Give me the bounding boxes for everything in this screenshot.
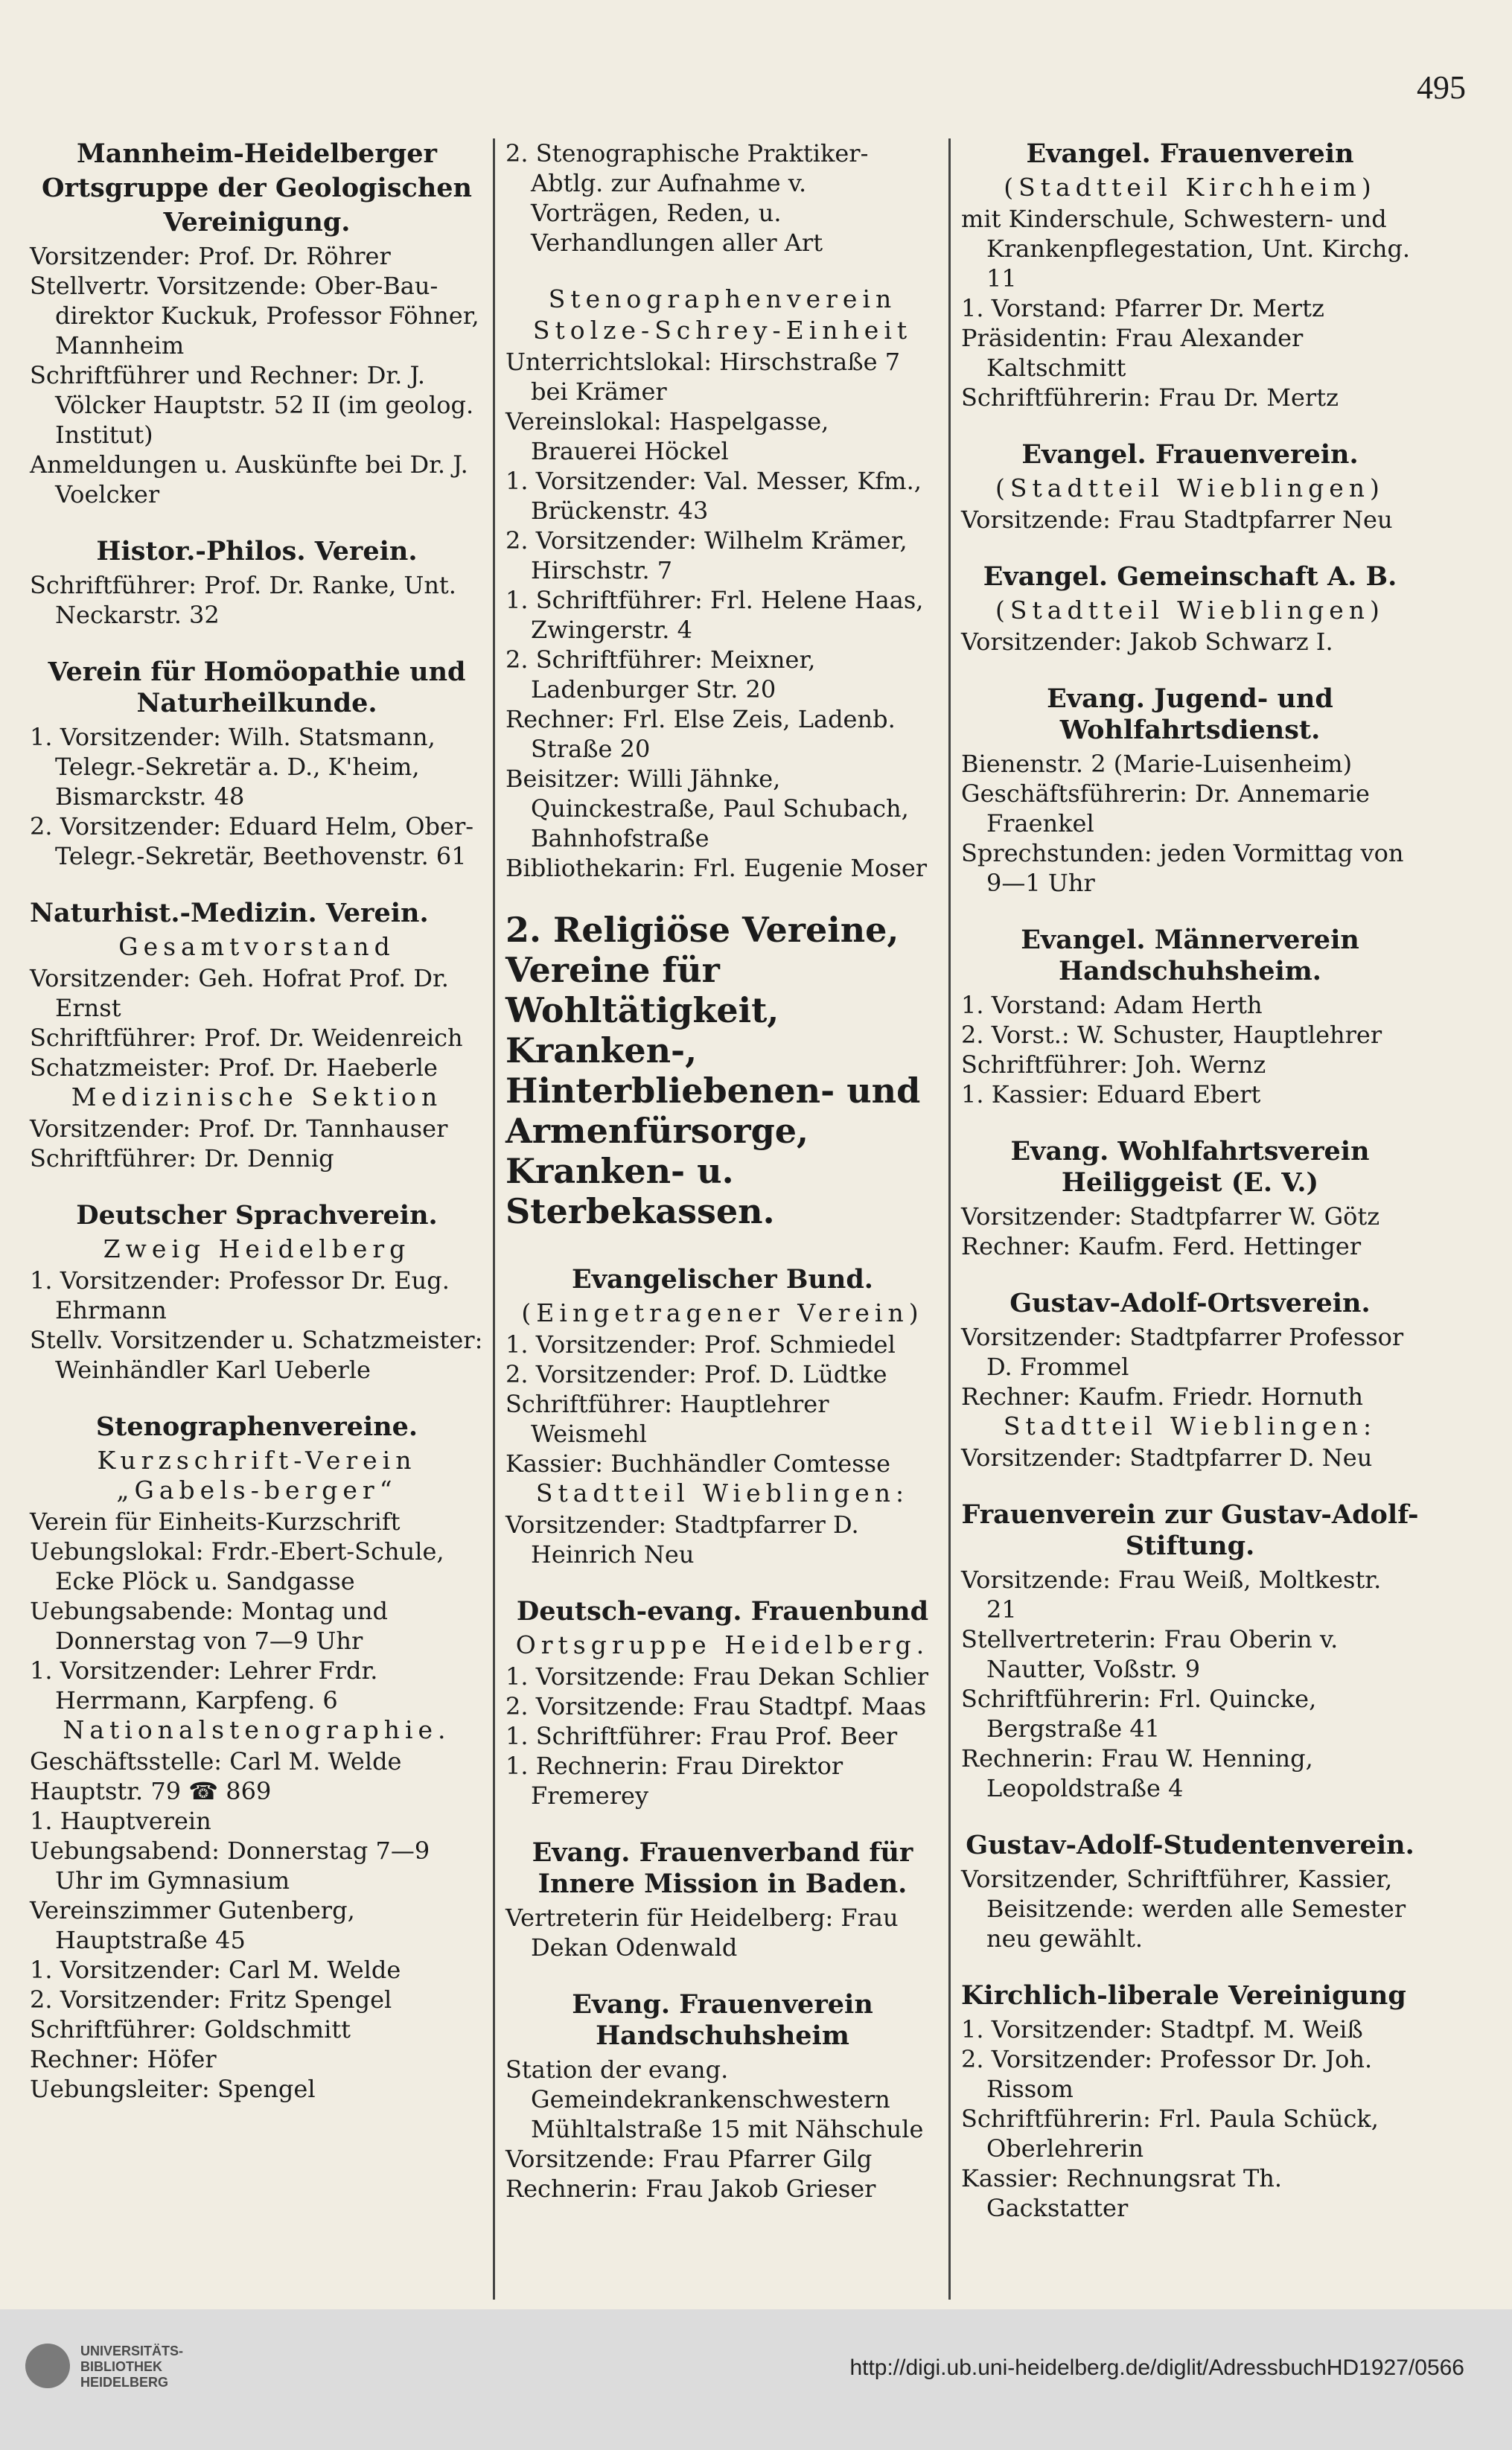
entry-line: 2. Vorsitzender: Professor Dr. Joh. Rissom: [961, 2045, 1373, 2103]
entry-line: 2. Stenographische Praktiker-Abtlg. zur Aufnahme v. Vorträgen, Reden, u. Verhandlungen aller Art: [505, 139, 869, 257]
entry-line: Rechner: Höfer: [30, 2045, 217, 2073]
entry-line: Hauptstr. 79 ☎ 869: [30, 1777, 272, 1805]
page-number: 495: [1417, 69, 1466, 106]
directory-entry: [30, 898, 484, 1173]
entry-line: Sprechstunden: jeden Vormittag von 9—1 Uhr: [961, 839, 1404, 897]
section-heading: 2. Religiöse Vereine, Vereine für Wohltätigkeit, Kranken-, Hinterbliebenen- und Armenfürsorge, Kranken- u. Sterbekassen.: [505, 910, 921, 1231]
entry-line: Uebungslokal: Frdr.-Ebert-Schule, Ecke Plöck u. Sandgasse: [30, 1537, 444, 1595]
library-name-line: UNIVERSITÄTS-: [80, 2344, 184, 2358]
entry-line: Vereinslokal: Haspelgasse, Brauerei Höckel: [505, 407, 829, 465]
entry-heading: Evang. Wohlfahrtsverein Heiliggeist (E. V.): [1010, 1136, 1370, 1198]
entry-heading: Evangelischer Bund.: [572, 1264, 873, 1295]
entry-line: Schriftführerin: Frl. Paula Schück, Oberlehrerin: [961, 2105, 1379, 2163]
entry-subheading: Nationalstenographie.: [63, 1715, 451, 1744]
entry-line: 2. Vorsitzender: Prof. D. Lüdtke: [505, 1360, 887, 1388]
entry-heading: Verein für Homöopathie und Naturheilkunde.: [48, 657, 466, 718]
directory-entry: [505, 138, 940, 258]
entry-line: 2. Vorst.: W. Schuster, Hauptlehrer: [961, 1021, 1382, 1049]
entry-line: 2. Vorsitzende: Frau Stadtpf. Maas: [505, 1692, 927, 1720]
directory-entry: [30, 1200, 484, 1385]
directory-entry: [505, 1264, 940, 1569]
entry-line: Geschäftsstelle: Carl M. Welde: [30, 1747, 402, 1776]
directory-entry: [961, 1288, 1419, 1473]
directory-entry: [505, 910, 940, 1231]
entry-line: Unterrichtslokal: Hirschstraße 7 bei Krämer: [505, 348, 901, 406]
entry-subheading: Medizinische Sektion: [71, 1082, 443, 1111]
entry-line: Schriftführer: Goldschmitt: [30, 2015, 351, 2044]
entry-heading: Naturhist.-Medizin. Verein.: [30, 898, 429, 928]
entry-line: Vorsitzender: Stadtpfarrer D. Heinrich Neu: [505, 1510, 859, 1569]
directory-entry: [505, 284, 940, 883]
entry-subheading: (Stadtteil Kirchheim): [1004, 173, 1377, 202]
entry-line: 1. Hauptverein: [30, 1807, 211, 1835]
entry-line: Rechner: Frl. Else Zeis, Ladenb. Straße 20: [505, 705, 896, 763]
directory-entry: [505, 1989, 940, 2204]
entry-heading: Gustav-Adolf-Ortsverein.: [1009, 1288, 1371, 1318]
entry-line: 1. Vorstand: Adam Herth: [961, 991, 1263, 1019]
entry-line: Uebungsabend: Donnerstag 7—9 Uhr im Gymnasium: [30, 1837, 430, 1895]
column-right: [948, 138, 1419, 2300]
directory-entry: [505, 1596, 940, 1811]
entry-line: Rechnerin: Frau W. Henning, Leopoldstraße 4: [961, 1744, 1313, 1802]
entry-line: Vereinszimmer Gutenberg, Hauptstraße 45: [30, 1896, 355, 1954]
entry-line: Vorsitzende: Frau Weiß, Moltkestr. 21: [961, 1566, 1382, 1624]
entry-line: Rechner: Kaufm. Ferd. Hettinger: [961, 1232, 1362, 1260]
directory-entry: [961, 1136, 1419, 1261]
entry-heading: Evangel. Männerverein Handschuhsheim.: [1021, 925, 1359, 986]
entry-subheading: Kurzschrift-Verein „Gabels-berger“: [97, 1446, 417, 1505]
entry-heading: Mannheim-Heidelberger: [77, 138, 437, 169]
entry-subheading: (Stadtteil Wieblingen): [995, 596, 1385, 625]
entry-line: Kassier: Buchhändler Comtesse: [505, 1449, 890, 1478]
entry-line: 1. Schriftführer: Frau Prof. Beer: [505, 1722, 898, 1750]
entry-line: Vorsitzender: Geh. Hofrat Prof. Dr. Ernst: [30, 964, 449, 1022]
entry-heading: Evangel. Frauenverein: [1026, 138, 1354, 169]
entry-heading: Evang. Jugend- und Wohlfahrtsdienst.: [1047, 683, 1333, 745]
entry-heading: Deutscher Sprachverein.: [76, 1200, 438, 1231]
entry-line: Schriftführer: Prof. Dr. Weidenreich: [30, 1024, 463, 1052]
entry-heading: Ortsgruppe der Geologischen: [41, 173, 472, 203]
entry-line: 1. Rechnerin: Frau Direktor Fremerey: [505, 1752, 843, 1810]
entry-heading: Kirchlich-liberale Vereinigung: [961, 1980, 1406, 2011]
entry-line: Uebungsabende: Montag und Donnerstag von 7—9 Uhr: [30, 1597, 388, 1655]
entry-line: Vorsitzender: Prof. Dr. Tannhauser: [30, 1114, 448, 1143]
entry-line: Stellvertreterin: Frau Oberin v. Nautter, Voßstr. 9: [961, 1625, 1339, 1683]
entry-line: Vorsitzender: Prof. Dr. Röhrer: [30, 242, 391, 270]
entry-line: Schriftführerin: Frau Dr. Mertz: [961, 383, 1339, 412]
entry-line: Schriftführerin: Frl. Quincke, Bergstraße 41: [961, 1685, 1317, 1743]
entry-line: Schriftführer: Hauptlehrer Weismehl: [505, 1390, 829, 1448]
entry-line: 2. Vorsitzender: Fritz Spengel: [30, 1985, 392, 2014]
library-name-line: HEIDELBERG: [80, 2375, 169, 2390]
entry-line: mit Kinderschule, Schwestern- und Krankenpflegestation, Unt. Kirchg. 11: [961, 205, 1411, 293]
page-footer: [0, 2309, 1512, 2450]
entry-line: Station der evang. Gemeindekrankenschwestern Mühltalstraße 15 mit Nähschule: [505, 2055, 924, 2143]
entry-line: Vorsitzender: Jakob Schwarz I.: [961, 628, 1333, 656]
column-middle: [493, 138, 948, 2300]
entry-line: Vorsitzender: Stadtpfarrer Professor D. Frommel: [961, 1323, 1404, 1381]
entry-line: Uebungsleiter: Spengel: [30, 2075, 316, 2103]
entry-line: Vorsitzende: Frau Pfarrer Gilg: [505, 2145, 873, 2173]
entry-subheading: Stenographenverein: [548, 284, 897, 313]
entry-heading: Deutsch-evang. Frauenbund: [516, 1596, 929, 1627]
entry-line: Bibliothekarin: Frl. Eugenie Moser: [505, 854, 928, 882]
entry-line: 1. Vorsitzender: Val. Messer, Kfm., Brückenstr. 43: [505, 467, 922, 525]
entry-line: 1. Vorsitzender: Prof. Schmiedel: [505, 1330, 896, 1359]
directory-entry: [961, 561, 1419, 657]
entry-line: Vorsitzender: Stadtpfarrer D. Neu: [961, 1443, 1373, 1472]
directory-entry: [30, 536, 484, 630]
entry-line: Geschäftsführerin: Dr. Annemarie Fraenkel: [961, 779, 1370, 838]
entry-subheading: Gesamtvorstand: [118, 932, 395, 961]
directory-entry: [961, 925, 1419, 1109]
entry-heading: Gustav-Adolf-Studentenverein.: [966, 1830, 1414, 1860]
entry-line: Schriftführer: Joh. Wernz: [961, 1050, 1266, 1079]
entry-line: 1. Vorsitzender: Stadtpf. M. Weiß: [961, 2015, 1363, 2044]
entry-line: Stellvertr. Vorsitzende: Ober-Bau-direktor Kuckuk, Professor Föhner, Mannheim: [30, 272, 479, 360]
entry-line: 2. Schriftführer: Meixner, Ladenburger Str. 20: [505, 645, 816, 704]
entry-line: 1. Vorsitzende: Frau Dekan Schlier: [505, 1662, 929, 1691]
entry-line: Kassier: Rechnungsrat Th. Gackstatter: [961, 2164, 1283, 2222]
entry-line: Vertreterin für Heidelberg: Frau Dekan Odenwald: [505, 1904, 899, 1962]
entry-line: Schatzmeister: Prof. Dr. Haeberle: [30, 1053, 438, 1082]
entry-line: Rechner: Kaufm. Friedr. Hornuth: [961, 1382, 1363, 1411]
entry-line: 1. Kassier: Eduard Ebert: [961, 1080, 1261, 1108]
entry-line: 1. Vorstand: Pfarrer Dr. Mertz: [961, 294, 1324, 322]
directory-entry: [30, 138, 484, 509]
entry-line: 1. Vorsitzender: Carl M. Welde: [30, 1956, 401, 1984]
entry-heading: Evangel. Gemeinschaft A. B.: [983, 561, 1397, 592]
entry-subheading: Ortsgruppe Heidelberg.: [515, 1630, 930, 1659]
column-left: [25, 138, 493, 2300]
entry-heading: Evang. Frauenverband für Innere Mission in Baden.: [532, 1837, 913, 1899]
directory-entry: [961, 138, 1419, 412]
entry-line: Schriftführer: Prof. Dr. Ranke, Unt. Neckarstr. 32: [30, 571, 456, 629]
entry-heading: Histor.-Philos. Verein.: [96, 536, 418, 567]
entry-line: 1. Vorsitzender: Professor Dr. Eug. Ehrmann: [30, 1266, 450, 1324]
entry-line: 2. Vorsitzender: Eduard Helm, Ober-Telegr.-Sekretär, Beethovenstr. 61: [30, 812, 474, 870]
library-name: [80, 2344, 183, 2390]
entry-subheading: (Eingetragener Verein): [521, 1298, 924, 1327]
entry-line: Schriftführer: Dr. Dennig: [30, 1144, 334, 1173]
source-url-link[interactable]: http://digi.ub.uni-heidelberg.de/diglit/AdressbuchHD1927/0566: [849, 2355, 1464, 2380]
entry-line: Beisitzer: Willi Jähnke, Quinckestraße, Paul Schubach, Bahnhofstraße: [505, 765, 909, 852]
entry-heading: Frauenverein zur Gustav-Adolf-Stiftung.: [961, 1499, 1419, 1561]
entry-line: Vorsitzender: Stadtpfarrer W. Götz: [961, 1202, 1380, 1231]
entry-line: Schriftführer und Rechner: Dr. J. Völcker Hauptstr. 52 II (im geolog. Institut): [30, 361, 474, 449]
entry-line: 1. Vorsitzender: Wilh. Statsmann, Telegr.-Sekretär a. D., K'heim, Bismarckstr. 48: [30, 723, 436, 811]
directory-entry: [961, 1499, 1419, 1803]
directory-columns: [25, 138, 1419, 2300]
entry-heading: Evang. Frauenverein Handschuhsheim: [572, 1989, 873, 2051]
entry-heading: Evangel. Frauenverein.: [1021, 439, 1359, 470]
directory-entry: [961, 1830, 1419, 1953]
directory-entry: [30, 657, 484, 871]
entry-line: Vorsitzender, Schriftführer, Kassier, Beisitzende: werden alle Semester neu gewählt.: [961, 1865, 1406, 1953]
entry-subheading: Stadtteil Wieblingen:: [535, 1478, 910, 1508]
entry-subheading: Stadtteil Wieblingen:: [1003, 1411, 1377, 1441]
directory-entry: [961, 1980, 1419, 2223]
entry-subheading: (Stadtteil Wieblingen): [995, 473, 1385, 503]
library-name-line: BIBLIOTHEK: [80, 2359, 162, 2374]
directory-entry: [961, 439, 1419, 535]
entry-line: 1. Schriftführer: Frl. Helene Haas, Zwingerstr. 4: [505, 586, 924, 644]
entry-line: Präsidentin: Frau Alexander Kaltschmitt: [961, 324, 1304, 382]
entry-subheading: Zweig Heidelberg: [103, 1234, 411, 1263]
entry-line: 1. Vorsitzender: Lehrer Frdr. Herrmann, Karpfeng. 6: [30, 1656, 378, 1714]
entry-line: Stellv. Vorsitzender u. Schatzmeister: Weinhändler Karl Ueberle: [30, 1326, 483, 1384]
directory-entry: [961, 683, 1419, 898]
directory-entry: [30, 1411, 484, 2104]
entry-subheading: Stolze-Schrey-Einheit: [532, 316, 913, 345]
entry-line: Anmeldungen u. Auskünfte bei Dr. J. Voelcker: [30, 450, 468, 508]
entry-line: Vorsitzende: Frau Stadtpfarrer Neu: [961, 505, 1393, 534]
directory-entry: [505, 1837, 940, 1962]
entry-heading: Vereinigung.: [163, 207, 351, 237]
entry-line: Bienenstr. 2 (Marie-Luisenheim): [961, 750, 1353, 778]
entry-line: Verein für Einheits-Kurzschrift: [30, 1508, 401, 1536]
entry-line: 2. Vorsitzender: Wilhelm Krämer, Hirschstr. 7: [505, 526, 907, 584]
library-logo-icon: [25, 2344, 70, 2388]
entry-heading: Stenographenvereine.: [95, 1411, 418, 1442]
entry-line: Rechnerin: Frau Jakob Grieser: [505, 2175, 876, 2203]
